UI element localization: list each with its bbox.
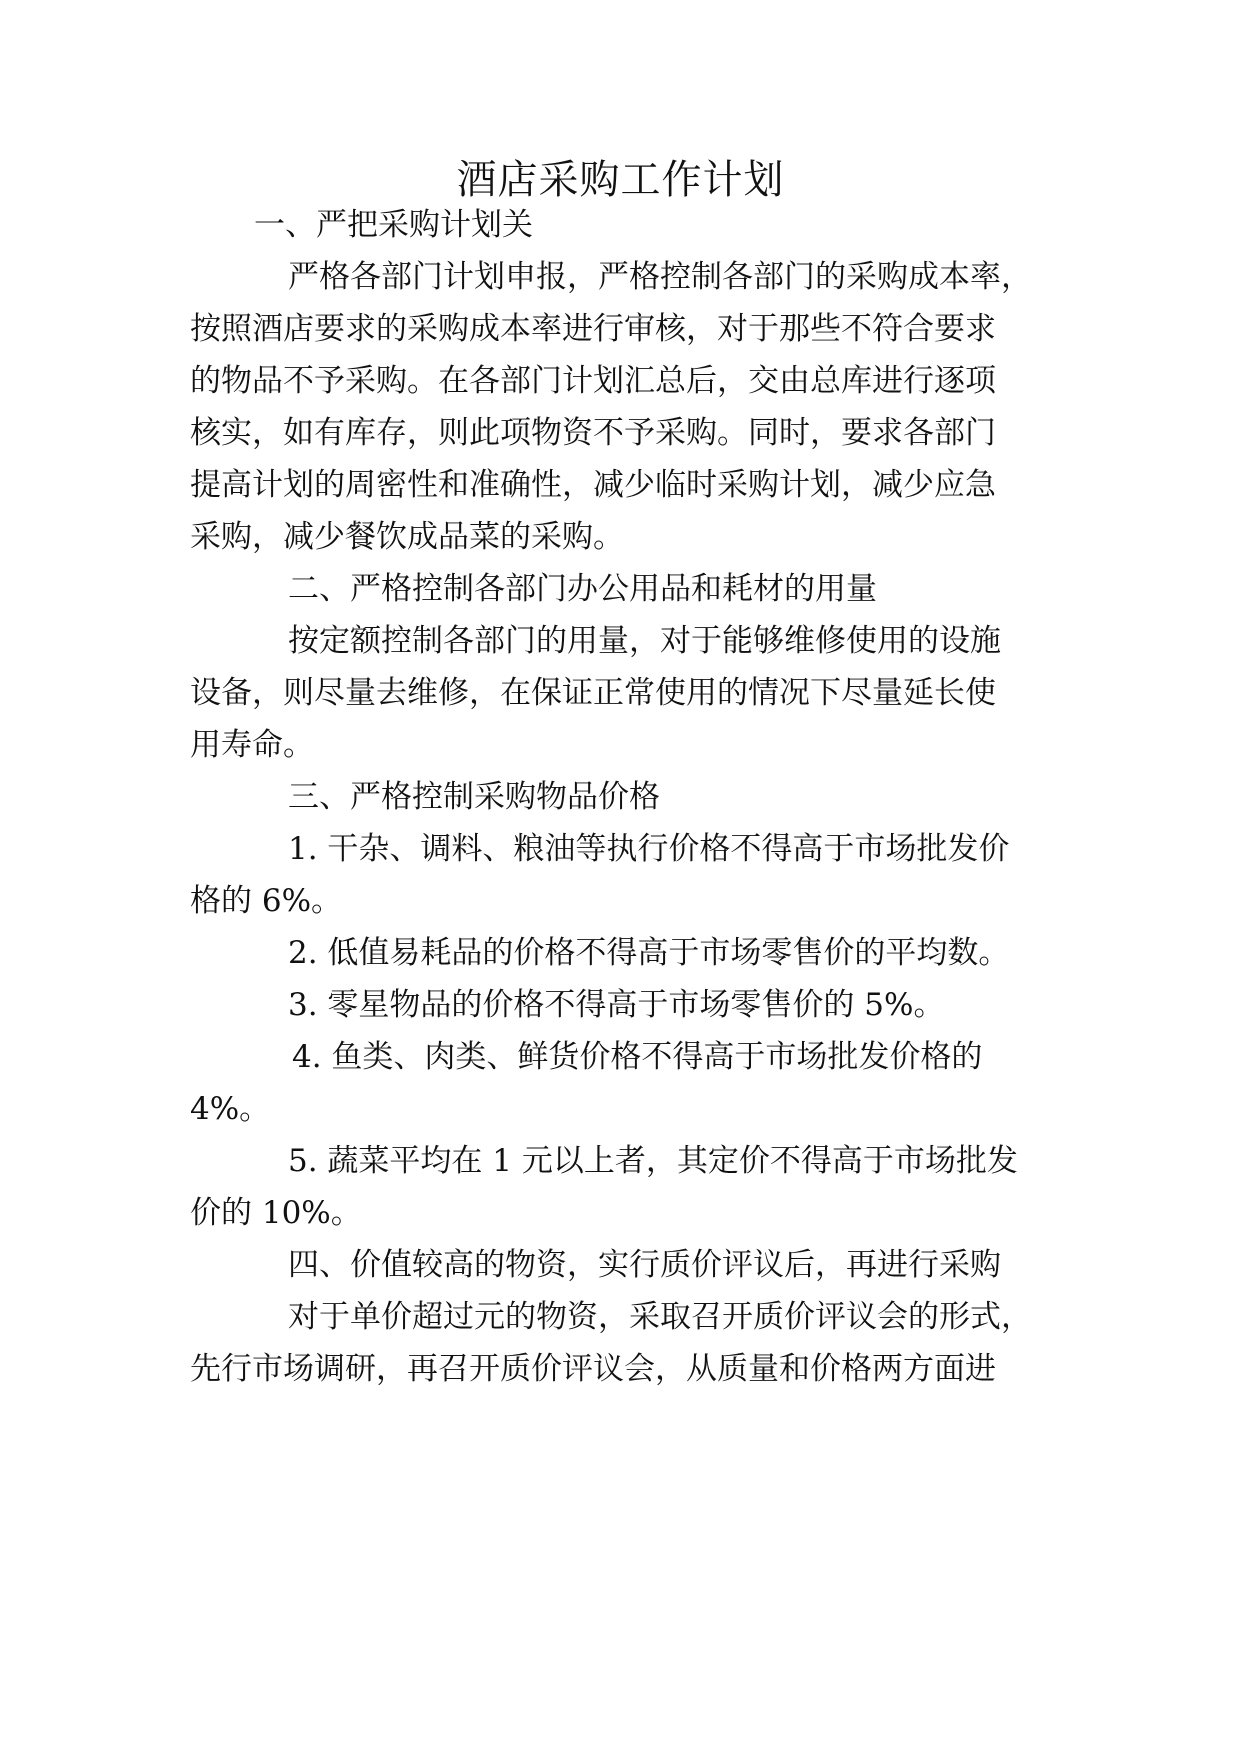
paragraph-line: 用寿命。 [190, 727, 314, 763]
list-item: 2. 低值易耗品的价格不得高于市场零售价的平均数。 [288, 935, 1010, 971]
list-item: 格的 6%。 [190, 883, 343, 919]
paragraph-line: 核实，如有库存，则此项物资不予采购。同时，要求各部门 [190, 415, 996, 451]
document-title: 酒店采购工作计划 [456, 157, 785, 203]
list-item: 3. 零星物品的价格不得高于市场零售价的 5%。 [288, 987, 945, 1023]
paragraph-line: 按定额控制各部门的用量，对于能够维修使用的设施 [288, 623, 1001, 659]
section-heading-2: 二、严格控制各部门办公用品和耗材的用量 [288, 571, 877, 607]
paragraph-line: 的物品不予采购。在各部门计划汇总后，交由总库进行逐项 [190, 363, 996, 399]
paragraph-line: 对于单价超过元的物资，采取召开质价评议会的形式， [288, 1299, 1032, 1335]
section-heading-1: 一、严把采购计划关 [254, 207, 533, 243]
list-item: 4%。 [190, 1091, 271, 1127]
paragraph-line: 先行市场调研，再召开质价评议会，从质量和价格两方面进 [190, 1351, 996, 1387]
list-item: 价的 10%。 [190, 1195, 362, 1231]
section-heading-3: 三、严格控制采购物品价格 [288, 779, 660, 815]
list-item: 1. 干杂、调料、粮油等执行价格不得高于市场批发价 [288, 831, 1010, 867]
paragraph-line: 按照酒店要求的采购成本率进行审核，对于那些不符合要求 [190, 311, 996, 347]
paragraph-line: 采购，减少餐饮成品菜的采购。 [190, 519, 624, 555]
section-heading-4: 四、价值较高的物资，实行质价评议后，再进行采购 [288, 1247, 1001, 1283]
list-item: 4. 鱼类、肉类、鲜货价格不得高于市场批发价格的 [292, 1039, 983, 1075]
paragraph-line: 提高计划的周密性和准确性，减少临时采购计划，减少应急 [190, 467, 996, 503]
paragraph-line: 严格各部门计划申报，严格控制各部门的采购成本率， [288, 259, 1032, 295]
list-item: 5. 蔬菜平均在 1 元以上者，其定价不得高于市场批发 [288, 1143, 1018, 1179]
paragraph-line: 设备，则尽量去维修，在保证正常使用的情况下尽量延长使 [190, 675, 996, 711]
